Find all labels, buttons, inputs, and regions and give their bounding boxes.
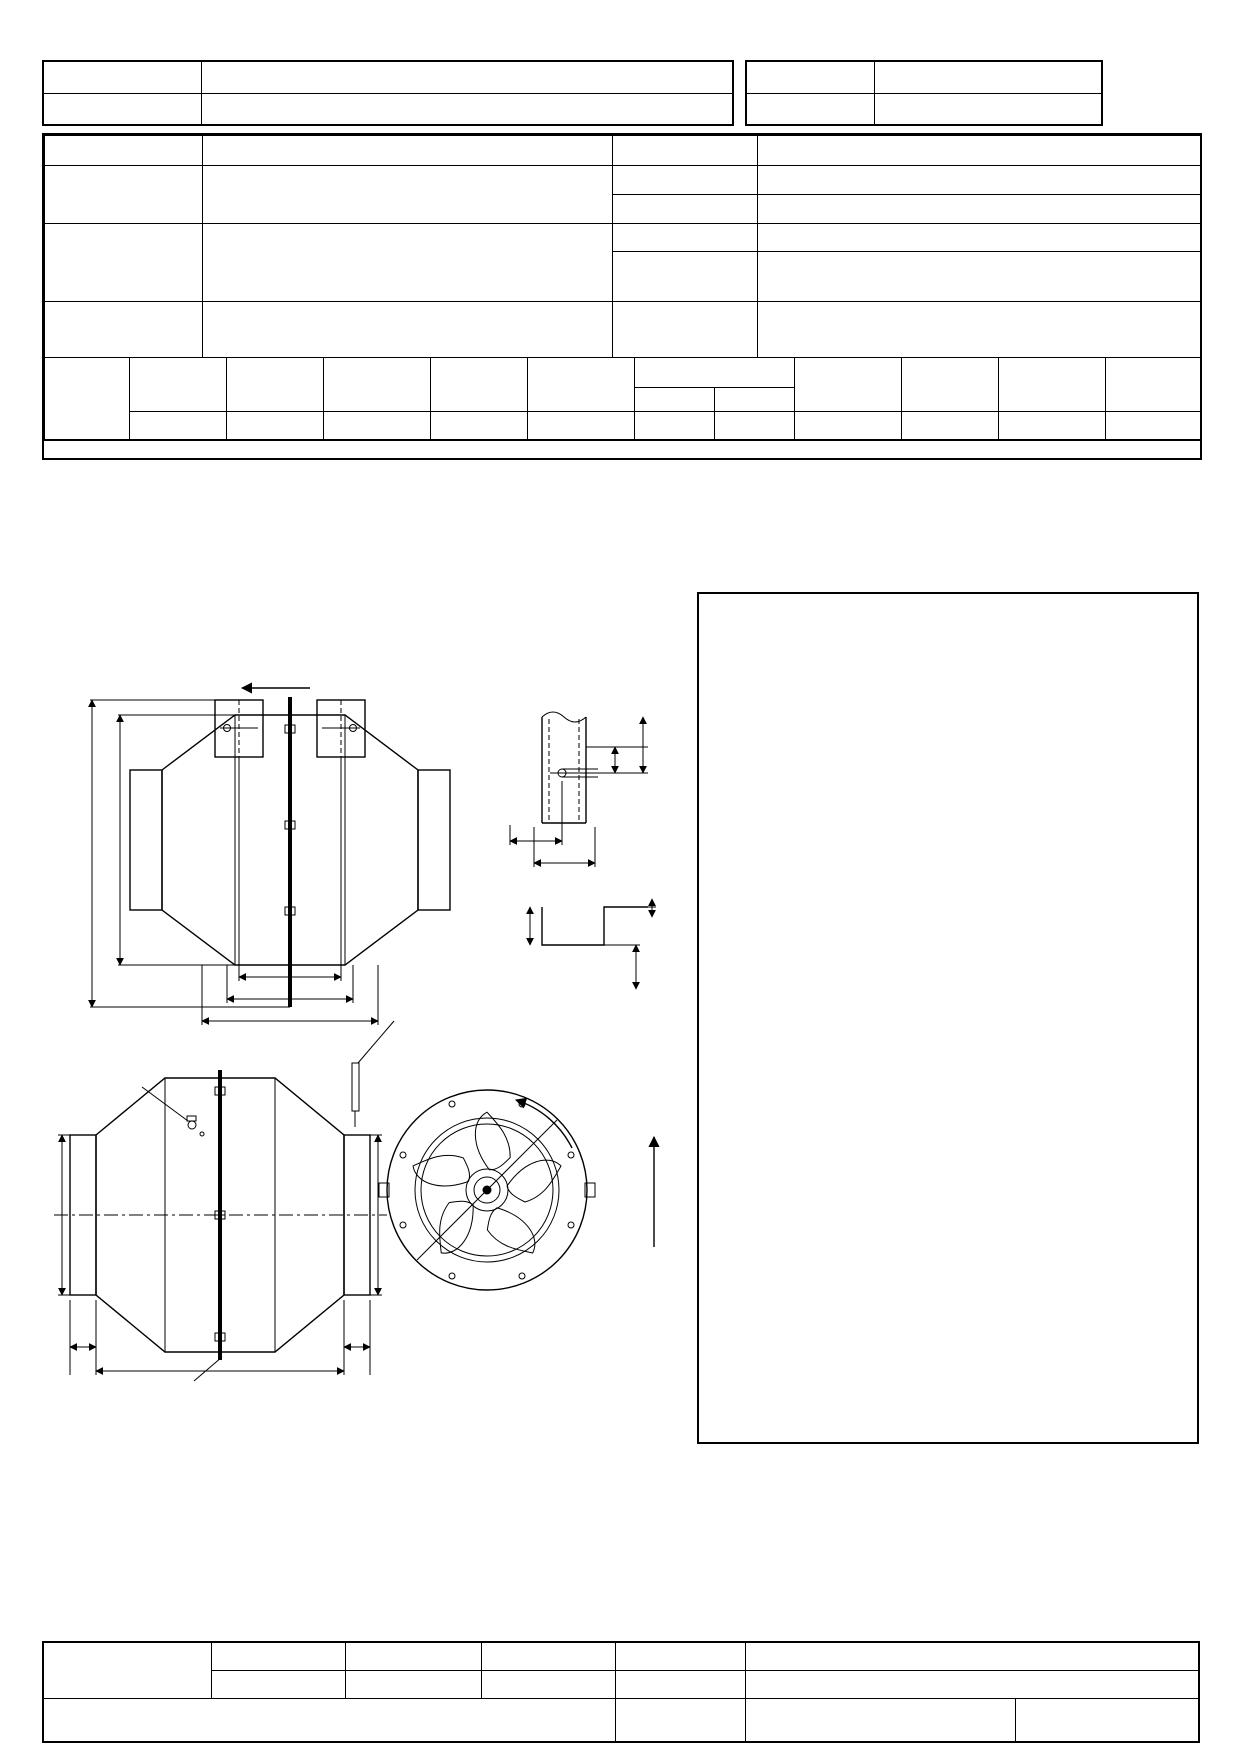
color-paint-value <box>203 224 613 302</box>
value-static-pressure <box>227 412 324 440</box>
value-noise-side <box>635 412 715 440</box>
col-noise-side <box>635 388 715 412</box>
col-current <box>431 358 528 412</box>
col-mass <box>1106 358 1201 412</box>
insulation-label <box>613 224 758 252</box>
power-source-label <box>45 136 203 166</box>
product-name-value <box>201 61 733 93</box>
date-value <box>481 1670 615 1698</box>
grease-value <box>758 302 1201 358</box>
measurement-notes <box>44 440 1200 458</box>
product-header-table <box>42 60 734 126</box>
title-block-table <box>42 1641 1200 1743</box>
product-name-label <box>43 61 201 93</box>
value-current <box>431 412 528 440</box>
material-value <box>203 166 613 224</box>
doc-type <box>1015 1698 1199 1742</box>
outline-drawing-area <box>42 655 702 1410</box>
value-frequency <box>130 412 227 440</box>
color-paint-label <box>45 224 203 302</box>
col-rated-output <box>999 358 1106 412</box>
air-condition-value <box>203 302 613 358</box>
symbol-value <box>874 93 1102 125</box>
specification-block <box>42 133 1202 460</box>
withstand-voltage-value <box>758 195 1201 224</box>
motor-type-value <box>758 166 1201 195</box>
scale-value <box>345 1670 481 1698</box>
scale-label <box>345 1642 481 1670</box>
col-max-load-current <box>795 358 902 412</box>
value-noise-suction <box>715 412 795 440</box>
value-max-load-current <box>795 412 902 440</box>
material-label <box>45 166 203 224</box>
ceiling-bracket-detail <box>510 712 656 989</box>
bearing-label <box>613 252 758 302</box>
fan-type-value <box>758 136 1201 166</box>
company-name <box>43 1698 615 1742</box>
footer-model-value <box>745 1670 1199 1698</box>
insulation-value <box>758 224 1201 252</box>
power-cord <box>352 1021 394 1127</box>
quantity-value <box>874 61 1102 93</box>
motor-type-label <box>613 166 758 195</box>
col-airflow <box>324 358 431 412</box>
col-start-current <box>902 358 999 412</box>
fan-front-view <box>352 1021 595 1290</box>
value-power <box>528 412 635 440</box>
quantity-label <box>746 61 874 93</box>
power-source-value <box>203 136 613 166</box>
symbol-label <box>746 93 874 125</box>
performance-table <box>44 357 1201 440</box>
grease-label <box>613 302 758 358</box>
col-power <box>528 358 635 412</box>
characteristic-curves-panel <box>697 592 1199 1444</box>
value-start-current <box>902 412 999 440</box>
unit-value <box>211 1670 345 1698</box>
footer-name-value <box>745 1642 1199 1670</box>
col-static-pressure <box>227 358 324 412</box>
bearing-value <box>758 252 1201 302</box>
general-spec-table <box>44 135 1201 358</box>
footer-model-label <box>615 1670 745 1698</box>
ref-number-label <box>615 1698 745 1742</box>
withstand-voltage-label <box>613 195 758 224</box>
col-noise-suction <box>715 388 795 412</box>
projection-method <box>43 1642 211 1698</box>
fan-side-view-bottom <box>54 1070 387 1381</box>
air-condition-label <box>45 302 203 358</box>
characteristic-curves-svg <box>699 594 1193 1438</box>
fan-side-view-top <box>90 697 450 1025</box>
col-noise <box>635 358 795 388</box>
value-airflow <box>324 412 431 440</box>
model-name-label <box>43 93 201 125</box>
col-frequency <box>130 358 227 412</box>
quantity-header-table <box>745 60 1103 126</box>
model-name-value <box>201 93 733 125</box>
fan-type-label <box>613 136 758 166</box>
ref-number-value <box>745 1698 1015 1742</box>
date-label <box>481 1642 615 1670</box>
footer-name-label <box>615 1642 745 1670</box>
unit-label <box>211 1642 345 1670</box>
value-mass <box>1106 412 1201 440</box>
perf-row-label <box>45 358 130 440</box>
outline-drawing-svg <box>42 655 702 1410</box>
value-rated-output <box>999 412 1106 440</box>
